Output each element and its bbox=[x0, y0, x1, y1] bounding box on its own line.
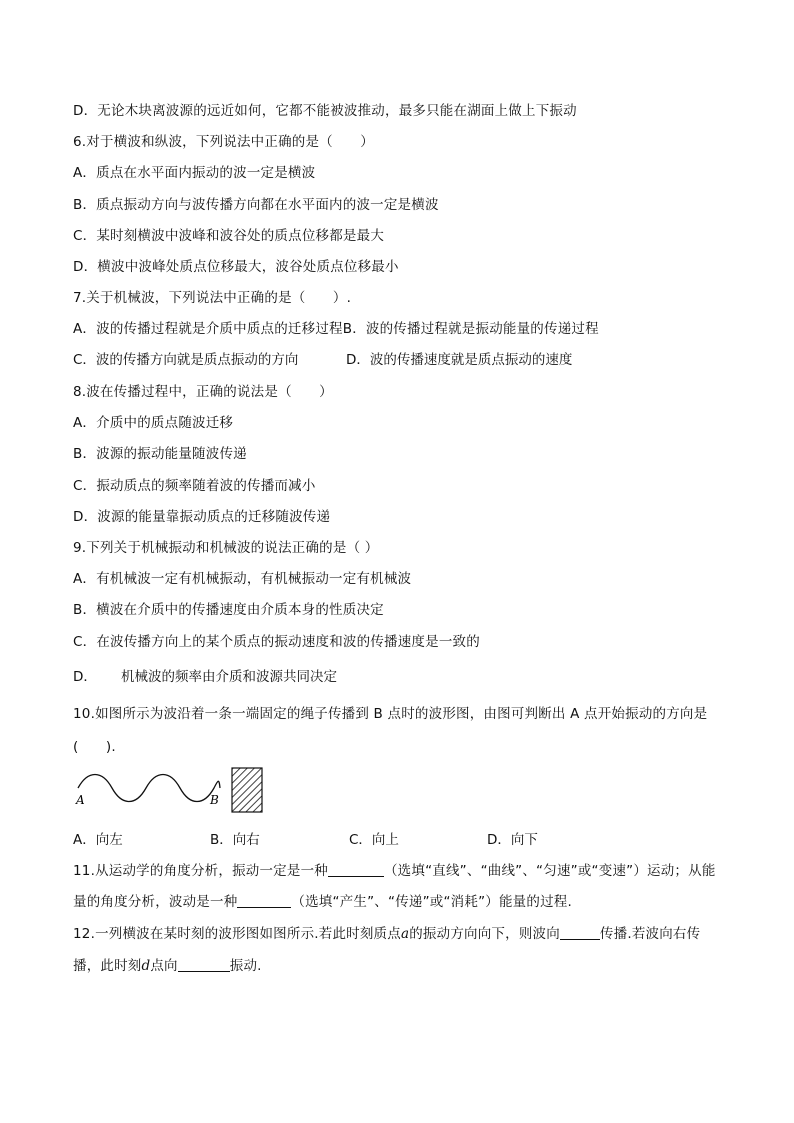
q11-line-1 bbox=[73, 862, 716, 880]
q11-blank-2[interactable] bbox=[237, 893, 291, 908]
q9-option-d-prefix: D． bbox=[73, 669, 97, 685]
q8-option-a: A．介质中的质点随波迁移 bbox=[73, 415, 234, 431]
q10-option-c: C．向上 bbox=[349, 832, 399, 848]
q9-option-c: C．在波传播方向上的某个质点的振动速度和波的传播速度是一致的 bbox=[73, 634, 480, 650]
q7-option-d: D．波的传播速度就是质点振动的速度 bbox=[346, 352, 573, 368]
q12-text-1: 12.一列横波在某时刻的波形图如图所示.若此时刻质点 bbox=[73, 926, 401, 942]
wave-curve bbox=[78, 775, 220, 802]
q5-option-d: D．无论木块离波源的远近如何，它都不能被波推动，最多只能在湖面上做上下振动 bbox=[73, 103, 577, 119]
q11-text-2: （选填“直线”、“曲线”、“匀速”或“变速”）运动；从能 bbox=[383, 863, 716, 879]
q8-stem: 8.波在传播过程中，正确的说法是（ ） bbox=[73, 384, 333, 400]
label-b: B bbox=[210, 793, 219, 807]
q11-text-3: 量的角度分析，波动是一种 bbox=[73, 894, 238, 910]
q11-line-2 bbox=[73, 893, 572, 911]
q10-option-d: D．向下 bbox=[487, 832, 538, 848]
q10-wave-figure bbox=[72, 766, 272, 820]
q10-stem: 10.如图所示为波沿着一条一端固定的绳子传播到 B 点时的波形图，由图可判断出 A 点开始振动的方向是 bbox=[73, 706, 708, 722]
wall-block bbox=[232, 768, 262, 812]
label-a: A bbox=[76, 793, 85, 807]
q6-option-d: D．横波中波峰处质点位移最大，波谷处质点位移最小 bbox=[73, 259, 399, 275]
q7-option-c: C．波的传播方向就是质点振动的方向 bbox=[73, 352, 299, 368]
q11-blank-1[interactable] bbox=[328, 862, 384, 877]
q12-text-5: 点向 bbox=[150, 958, 178, 974]
q12-text-3: 传播.若波向右传 bbox=[599, 926, 701, 942]
q7-option-ab: A．波的传播过程就是介质中质点的迁移过程B．波的传播过程就是振动能量的传递过程 bbox=[73, 321, 599, 337]
q9-option-a: A．有机械波一定有机械振动，有机械振动一定有机械波 bbox=[73, 571, 412, 587]
q6-option-b: B．质点振动方向与波传播方向都在水平面内的波一定是横波 bbox=[73, 197, 439, 213]
q11-text-1: 11.从运动学的角度分析，振动一定是一种 bbox=[73, 863, 328, 879]
q12-point-d: d bbox=[141, 958, 151, 974]
q9-stem: 9.下列关于机械振动和机械波的说法正确的是（ ） bbox=[73, 540, 379, 556]
q11-text-4: （选填“产生”、“传递”或“消耗”）能量的过程. bbox=[291, 894, 572, 910]
q10-option-a: A．向左 bbox=[73, 832, 123, 848]
q9-option-b: B．横波在介质中的传播速度由介质本身的性质决定 bbox=[73, 602, 384, 618]
wave-diagram bbox=[72, 766, 272, 816]
q12-blank-2[interactable] bbox=[178, 957, 230, 972]
q10-option-b: B．向右 bbox=[210, 832, 260, 848]
q12-text-6: 振动. bbox=[229, 958, 262, 974]
q6-option-a: A．质点在水平面内振动的波一定是横波 bbox=[73, 165, 316, 181]
q12-text-2: 的振动方向向下，则波向 bbox=[409, 926, 560, 942]
q10-stem-cont: ( ). bbox=[73, 739, 116, 755]
q7-stem: 7.关于机械波，下列说法中正确的是（ ）. bbox=[73, 290, 352, 306]
q12-line-1 bbox=[73, 925, 700, 943]
q8-option-c: C．振动质点的频率随着波的传播而减小 bbox=[73, 478, 316, 494]
q12-point-a: a bbox=[400, 926, 410, 942]
q8-option-b: B．波源的振动能量随波传递 bbox=[73, 446, 247, 462]
q12-text-4: 播，此时刻 bbox=[73, 958, 142, 974]
q12-line-2 bbox=[73, 957, 262, 975]
q12-blank-1[interactable] bbox=[560, 925, 600, 940]
q9-option-d: 机械波的频率由介质和波源共同决定 bbox=[121, 669, 337, 685]
q8-option-d: D．波源的能量靠振动质点的迁移随波传递 bbox=[73, 509, 331, 525]
q6-stem: 6.对于横波和纵波，下列说法中正确的是（ ） bbox=[73, 134, 374, 150]
q6-option-c: C．某时刻横波中波峰和波谷处的质点位移都是最大 bbox=[73, 228, 385, 244]
